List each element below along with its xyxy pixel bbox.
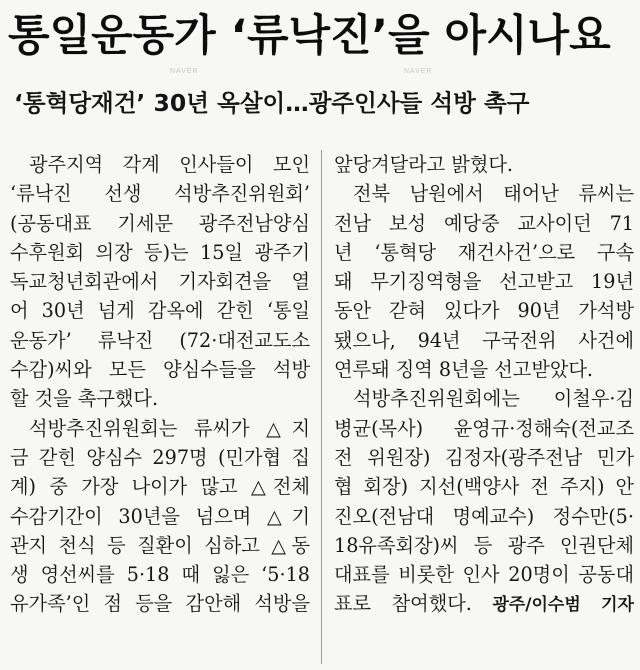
body-line: 관지 천식 등 질환이 심하고 △동 — [10, 533, 310, 557]
body-line: 년 ‘통혁당 재건사건’으로 구속 — [334, 240, 634, 264]
body-line: 유가족’인 점 등을 감안해 석방을 — [10, 592, 310, 616]
body-line: 계) 중 가장 나이가 많고 △전체 — [10, 475, 310, 499]
body-line: 협 회장) 지선(백양사 전 주지) 안 — [334, 475, 634, 499]
body-line: 진오(전남대 명예교수) 정수만(5· — [334, 504, 634, 528]
body-line: 생 영선씨를 5·18 때 잃은 ‘5·18 — [10, 563, 310, 587]
body-line: 18유족회장)씨 등 광주 인권단체 — [334, 533, 634, 557]
article-body-left-column — [10, 150, 310, 619]
body-line: 할 것을 촉구했다. — [10, 387, 159, 411]
body-line: 동안 갇혀 있다가 90년 가석방 — [334, 299, 634, 323]
body-line: 전북 남원에서 태어난 류씨는 — [353, 182, 634, 206]
body-line: 석방추진위원회는 류씨가 △지 — [29, 416, 310, 440]
body-line: 어 30년 넘게 감옥에 갇힌 ‘통일 — [10, 299, 310, 323]
body-line: (공동대표 기세문 광주전남양심 — [10, 211, 310, 235]
body-line: 연루돼 징역 8년을 선고받았다. — [334, 358, 594, 382]
body-line: 광주지역 각계 인사들이 모인 — [29, 153, 310, 176]
body-line: 돼 무기징역형을 선고받고 19년 — [334, 270, 634, 294]
body-line: 석방추진위원회에는 이철우·김 — [353, 387, 634, 411]
body-text: 표로 참여했다. — [334, 592, 472, 616]
body-line-final — [334, 589, 634, 618]
body-line: 운동가’ 류낙진 (72·대전교도소 — [10, 328, 310, 352]
body-line: 수감기간이 30년을 넘으며 △기 — [10, 504, 310, 528]
body-line: 전 위원장) 김정자(광주전남 민가 — [334, 445, 634, 469]
body-line: ‘류낙진 선생 석방추진위원회’ — [10, 182, 310, 206]
body-line: 수후원회 의장 등)는 15일 광주기 — [10, 240, 310, 264]
article-subhead: ‘통혁당재건’ 30년 옥살이…광주인사들 석방 촉구 — [14, 89, 530, 117]
body-line: 금 갇힌 양심수 297명 (민가협 집 — [10, 445, 310, 469]
article-body-right-column — [334, 150, 634, 619]
article-headline: 통일운동가 ‘류낙진’을 아시나요 — [8, 11, 611, 61]
body-line: 됐으나, 94년 구국전위 사건에 — [334, 328, 634, 352]
body-line: 병균(목사) 윤영규·정해숙(전교조 — [334, 416, 634, 440]
watermark-text: NAVER — [404, 68, 433, 75]
body-line: 앞당겨달라고 밝혔다. — [334, 153, 514, 176]
body-line: 독교청년회관에서 기자회견을 열 — [10, 270, 310, 294]
body-line: 수감)씨와 모든 양심수들을 석방 — [10, 358, 310, 382]
article-byline: 광주/이수범 기자 — [492, 595, 634, 616]
column-divider — [321, 150, 322, 664]
body-line: 대표를 비롯한 인사 20명이 공동대 — [334, 563, 634, 587]
watermark-text: NAVER — [170, 68, 199, 75]
body-line: 전남 보성 예당중 교사이던 71 — [334, 211, 634, 235]
